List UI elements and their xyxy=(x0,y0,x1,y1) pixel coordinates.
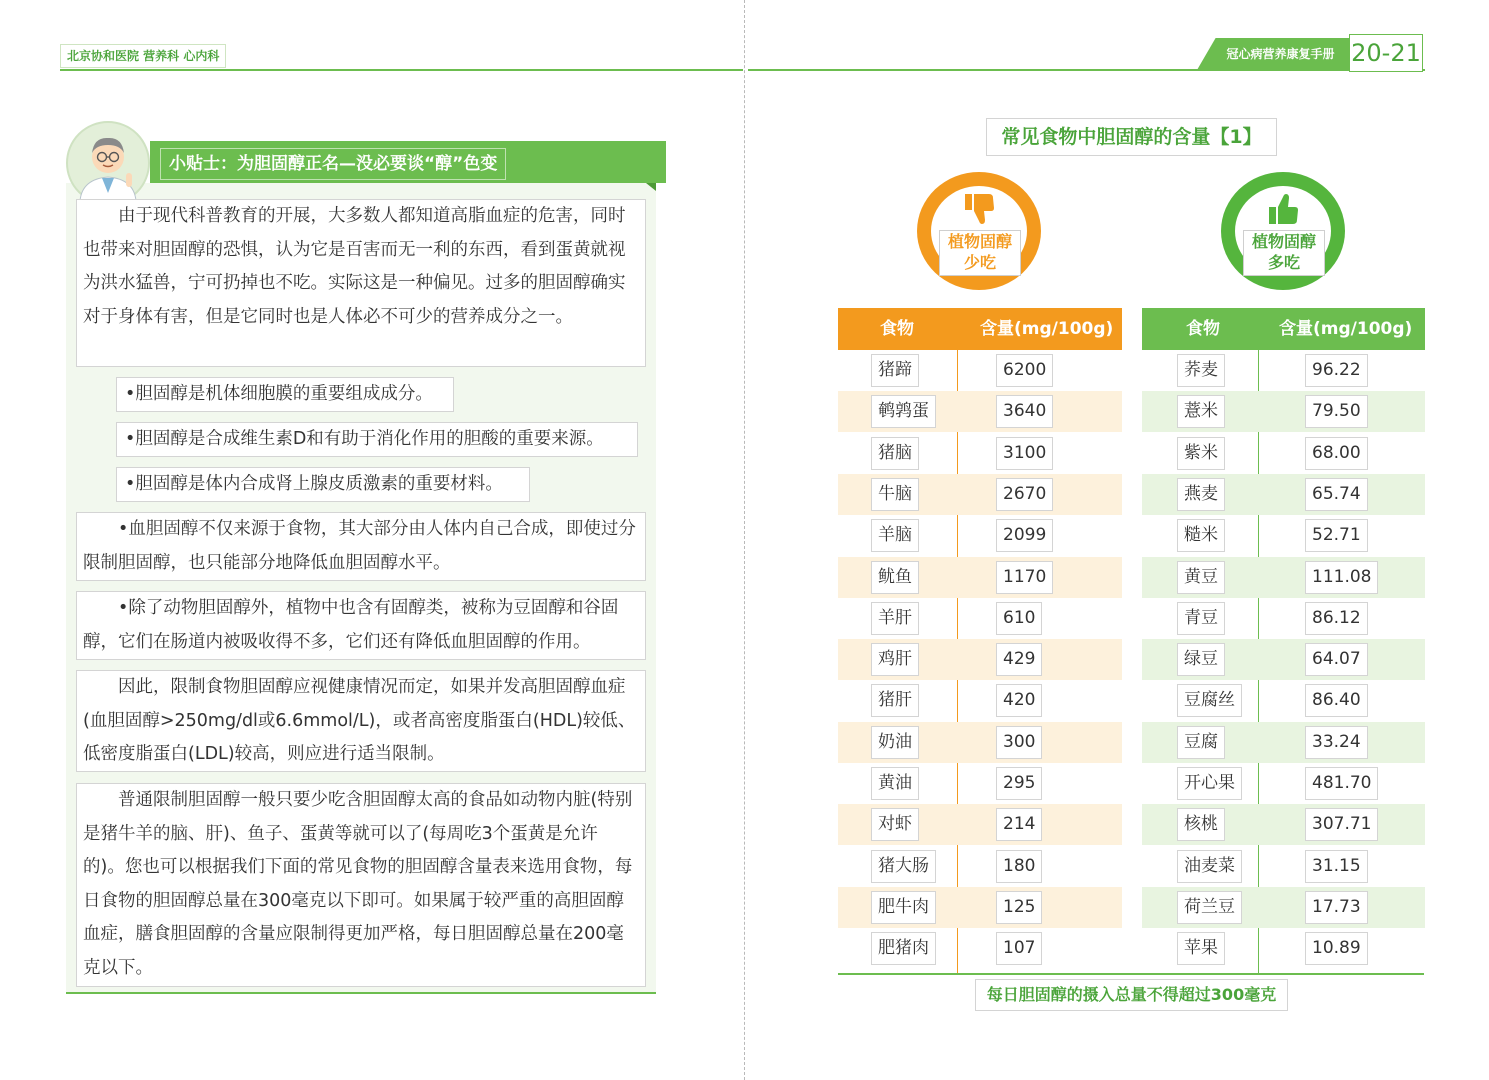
eat-less-food-cell: 鸡肝 xyxy=(871,643,919,676)
eat-more-amount-cell: 31.15 xyxy=(1305,850,1368,883)
eat-more-table xyxy=(1142,308,1425,973)
eat-more-amount-cell: 86.40 xyxy=(1305,684,1368,717)
eat-more-badge xyxy=(1221,172,1349,292)
eat-more-amount-cell: 481.70 xyxy=(1305,767,1378,800)
eat-less-food-cell: 黄油 xyxy=(871,767,919,800)
eat-less-amount-cell: 6200 xyxy=(996,354,1053,387)
eat-less-row xyxy=(838,391,1122,432)
eat-less-row xyxy=(838,928,1122,969)
eat-more-row xyxy=(1142,928,1425,969)
thumbs-up-icon xyxy=(1265,190,1303,228)
book-title: 冠心病营养康复手册 xyxy=(1226,47,1335,61)
eat-less-amount-cell: 1170 xyxy=(996,561,1053,594)
table-title: 常见食物中胆固醇的含量【1】 xyxy=(986,118,1277,156)
doctor-avatar-icon xyxy=(66,121,150,205)
eat-more-row xyxy=(1142,350,1425,391)
eat-less-line2: 少吃 xyxy=(963,253,996,272)
eat-more-row xyxy=(1142,887,1425,928)
eat-more-food-cell: 燕麦 xyxy=(1177,478,1225,511)
eat-more-header-food: 食物 xyxy=(1142,308,1259,350)
eat-more-row xyxy=(1142,515,1425,556)
eat-less-row xyxy=(838,804,1122,845)
eat-less-row xyxy=(838,763,1122,804)
eat-more-food-cell: 豆腐丝 xyxy=(1177,684,1242,717)
eat-more-food-cell: 豆腐 xyxy=(1177,726,1225,759)
eat-more-amount-cell: 17.73 xyxy=(1305,891,1368,924)
eat-less-row xyxy=(838,722,1122,763)
eat-more-row xyxy=(1142,391,1425,432)
eat-less-food-cell: 猪大肠 xyxy=(871,850,936,883)
eat-less-amount-cell: 300 xyxy=(996,726,1042,759)
eat-more-line1: 植物固醇 xyxy=(1251,232,1316,251)
limit-paragraph: 因此，限制食物胆固醇应视健康情况而定，如果并发高胆固醇血症(血胆固醇>250mg/dl或6.6mmol/L)，或者高密度脂蛋白(HDL)较低、低密度脂蛋白(LDL)较高，则应进行适当限制。 xyxy=(76,670,646,772)
eat-less-row xyxy=(838,515,1122,556)
eat-less-amount-cell: 180 xyxy=(996,850,1042,883)
eat-less-row xyxy=(838,598,1122,639)
eat-less-amount-cell: 214 xyxy=(996,808,1042,841)
eat-more-amount-cell: 86.12 xyxy=(1305,602,1368,635)
eat-more-food-cell: 糙米 xyxy=(1177,519,1225,552)
eat-more-row xyxy=(1142,433,1425,474)
eat-less-food-cell: 鱿鱼 xyxy=(871,561,919,594)
page-numbers: 20-21 xyxy=(1349,34,1423,72)
daily-limit-note: 每日胆固醇的摄入总量不得超过300毫克 xyxy=(975,979,1288,1011)
eat-less-table xyxy=(838,308,1122,973)
bullet-vitamin-d: •胆固醇是合成维生素D和有助于消化作用的胆酸的重要来源。 xyxy=(116,422,638,457)
eat-more-amount-cell: 10.89 xyxy=(1305,932,1368,965)
eat-more-header-amount: 含量(mg/100g) xyxy=(1259,308,1425,350)
eat-less-food-cell: 猪脑 xyxy=(871,437,919,470)
eat-less-header-amount: 含量(mg/100g) xyxy=(958,308,1122,350)
eat-more-amount-cell: 79.50 xyxy=(1305,395,1368,428)
eat-more-food-cell: 薏米 xyxy=(1177,395,1225,428)
eat-more-food-cell: 绿豆 xyxy=(1177,643,1225,676)
eat-less-food-cell: 牛脑 xyxy=(871,478,919,511)
eat-more-row xyxy=(1142,804,1425,845)
eat-less-row xyxy=(838,846,1122,887)
eat-more-food-cell: 苹果 xyxy=(1177,932,1225,965)
tip-intro-paragraph: 由于现代科普教育的开展，大多数人都知道高脂血症的危害，同时也带来对胆固醇的恐惧，认为它是百害而无一利的东西，看到蛋黄就视为洪水猛兽，宁可扔掉也不吃。实际这是一种偏见。过多的胆固醇确实对于身体有害，但是它同时也是人体必不可少的营养成分之一。 xyxy=(76,199,646,367)
plant-sterol-paragraph: •除了动物胆固醇外，植物中也含有固醇类，被称为豆固醇和谷固醇，它们在肠道内被吸收得不多，它们还有降低血胆固醇的作用。 xyxy=(76,591,646,660)
eat-more-food-cell: 黄豆 xyxy=(1177,561,1225,594)
eat-more-row xyxy=(1142,846,1425,887)
thumbs-down-icon xyxy=(961,190,999,228)
eat-more-amount-cell: 52.71 xyxy=(1305,519,1368,552)
eat-less-amount-cell: 420 xyxy=(996,684,1042,717)
eat-less-food-cell: 鹌鹑蛋 xyxy=(871,395,936,428)
eat-more-row xyxy=(1142,763,1425,804)
eat-less-row xyxy=(838,887,1122,928)
bullet-hormone: •胆固醇是体内合成肾上腺皮质激素的重要材料。 xyxy=(116,467,530,502)
eat-less-amount-cell: 2099 xyxy=(996,519,1053,552)
eat-less-food-cell: 猪肝 xyxy=(871,684,919,717)
tip-bottom-rule xyxy=(66,992,656,994)
eat-less-amount-cell: 125 xyxy=(996,891,1042,924)
eat-less-amount-cell: 295 xyxy=(996,767,1042,800)
bullet-cell-membrane: •胆固醇是机体细胞膜的重要组成成分。 xyxy=(116,377,454,412)
eat-less-amount-cell: 429 xyxy=(996,643,1042,676)
eat-less-food-cell: 奶油 xyxy=(871,726,919,759)
tip-title: 小贴士：为胆固醇正名—没必要谈“醇”色变 xyxy=(160,148,506,180)
eat-less-amount-cell: 2670 xyxy=(996,478,1053,511)
eat-less-row xyxy=(838,639,1122,680)
eat-more-row xyxy=(1142,639,1425,680)
eat-more-food-cell: 开心果 xyxy=(1177,767,1242,800)
eat-more-food-cell: 荞麦 xyxy=(1177,354,1225,387)
eat-less-food-cell: 羊脑 xyxy=(871,519,919,552)
eat-more-amount-cell: 64.07 xyxy=(1305,643,1368,676)
eat-more-food-cell: 荷兰豆 xyxy=(1177,891,1242,924)
blood-cholesterol-paragraph: •血胆固醇不仅来源于食物，其大部分由人体内自己合成，即使过分限制胆固醇，也只能部分地降低血胆固醇水平。 xyxy=(76,512,646,581)
eat-more-row xyxy=(1142,598,1425,639)
eat-less-badge xyxy=(917,172,1045,292)
eat-more-food-cell: 紫米 xyxy=(1177,437,1225,470)
eat-less-amount-cell: 3100 xyxy=(996,437,1053,470)
eat-less-row xyxy=(838,557,1122,598)
header-rule-left xyxy=(60,69,743,71)
eat-more-amount-cell: 111.08 xyxy=(1305,561,1378,594)
eat-more-line2: 多吃 xyxy=(1267,253,1300,272)
page-fold-divider xyxy=(744,0,745,1080)
hospital-label: 北京协和医院 营养科 心内科 xyxy=(60,44,226,68)
eat-more-amount-cell: 33.24 xyxy=(1305,726,1368,759)
eat-less-header-food: 食物 xyxy=(838,308,958,350)
eat-less-food-cell: 羊肝 xyxy=(871,602,919,635)
eat-less-row xyxy=(838,474,1122,515)
eat-more-amount-cell: 96.22 xyxy=(1305,354,1368,387)
eat-less-line1: 植物固醇 xyxy=(947,232,1012,251)
eat-less-amount-cell: 107 xyxy=(996,932,1042,965)
eat-less-row xyxy=(838,350,1122,391)
eat-less-row xyxy=(838,680,1122,721)
general-advice-paragraph: 普通限制胆固醇一般只要少吃含胆固醇太高的食品如动物内脏(特别是猪牛羊的脑、肝)、鱼子、蛋黄等就可以了(每周吃3个蛋黄是允许的)。您也可以根据我们下面的常见食物的胆固醇含量表来选用食物，每日食物的胆固醇总量在300毫克以下即可。如果属于较严重的高胆固醇血症，膳食胆固醇的含量应限制得更加严格，每日胆固醇总量在200毫克以下。 xyxy=(76,783,646,987)
eat-more-food-cell: 核桃 xyxy=(1177,808,1225,841)
eat-more-row xyxy=(1142,722,1425,763)
eat-less-food-cell: 对虾 xyxy=(871,808,919,841)
eat-more-food-cell: 油麦菜 xyxy=(1177,850,1242,883)
table-bottom-rule xyxy=(838,973,1424,975)
eat-less-amount-cell: 3640 xyxy=(996,395,1053,428)
eat-less-row xyxy=(838,433,1122,474)
eat-more-amount-cell: 65.74 xyxy=(1305,478,1368,511)
eat-more-row xyxy=(1142,474,1425,515)
eat-less-food-cell: 肥牛肉 xyxy=(871,891,936,924)
eat-more-row xyxy=(1142,680,1425,721)
eat-less-food-cell: 肥猪肉 xyxy=(871,932,936,965)
eat-less-amount-cell: 610 xyxy=(996,602,1042,635)
eat-more-amount-cell: 68.00 xyxy=(1305,437,1368,470)
eat-more-food-cell: 青豆 xyxy=(1177,602,1225,635)
eat-more-row xyxy=(1142,557,1425,598)
eat-more-amount-cell: 307.71 xyxy=(1305,808,1378,841)
eat-less-food-cell: 猪蹄 xyxy=(871,354,919,387)
